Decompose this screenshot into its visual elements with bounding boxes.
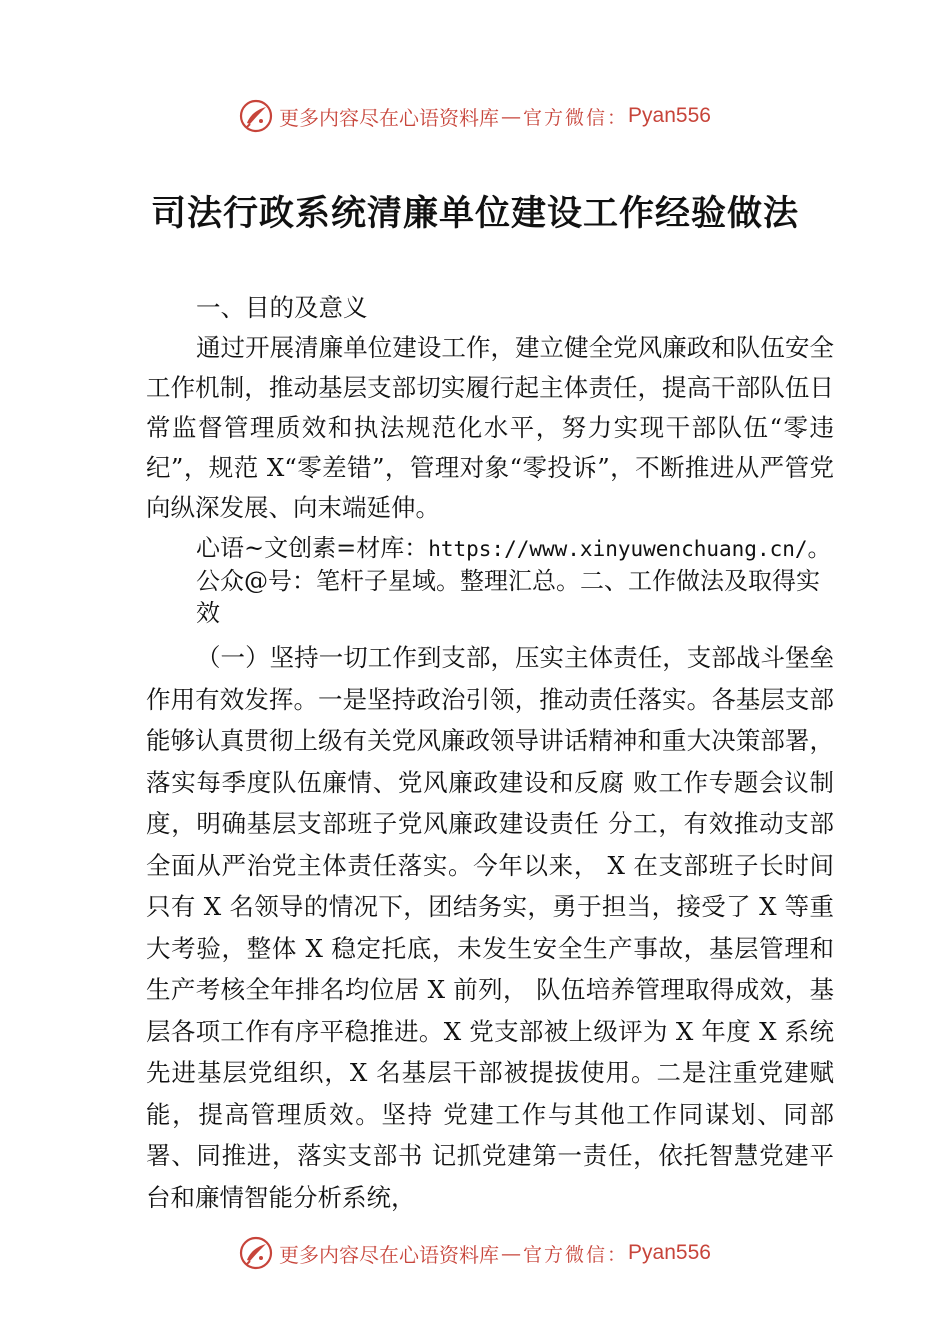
watermark-banner-top — [0, 96, 950, 136]
brush-logo-icon — [239, 1236, 273, 1270]
brush-logo-icon — [239, 99, 273, 133]
watermark-account-id: Pyan556 — [628, 1241, 711, 1264]
document-title: 司法行政系统清廉单位建设工作经验做法 — [150, 193, 799, 234]
watermark-main-text: 更多内容尽在心语资料库 — [279, 105, 500, 130]
section1-paragraph: 通过开展清廉单位建设工作，建立健全党风廉政和队伍安全工作机制，推动基层支部切实履行起主体责任，提高干部队伍日常监督管理质效和执法规范化水平，努力实现干部队伍“零违纪”，规范 X“零差错”，管理对象“零投诉”，不断推进从严管党向纵深发展、向末端延伸。 — [146, 333, 834, 522]
source-note — [146, 532, 834, 629]
watermark-main-text: 更多内容尽在心语资料库 — [279, 1242, 500, 1267]
section1-heading: 一、目的及意义 — [196, 293, 368, 322]
watermark-label: 官方微信： — [523, 106, 629, 129]
source-prefix: 心语~文创素=材库： — [196, 534, 429, 562]
watermark-banner-bottom — [0, 1233, 950, 1273]
watermark-separator: — — [501, 104, 522, 128]
watermark-label: 官方微信： — [523, 1243, 629, 1266]
section2-paragraph: （一）坚持一切工作到支部，压实主体责任，支部战斗堡垒作用有效发挥。一是坚持政治引领，推动责任落实。各基层支部能够认真贯彻上级有关党风廉政领导讲话精神和重大决策部署，落实每季度队伍廉情、党风廉政建设和反腐 败工作专题会议制度，明确基层支部班子党风廉政建设责任 分工，有效推动支部全面从严治党主体责任落实。今年以来， X 在支部班子长时间只有 X 名领导的情况下，团结务实，勇于担当，接受了 X 等重大考验，整体 X 稳定托底，未发生安全生产事故，基层管理和生产考核全年排名均位居 X 前列， 队伍培养管理取得成效，基层各项工作有序平稳推进。X 党支部被上级评为 X 年度 X 系统先进基层党组织，X 名基层干部被提拔使用。二是注重党建赋能，提高管理质效。坚持 党建工作与其他工作同谋划、同部署、同推进，落实支部书 记抓党建第一责任，依托智慧党建平台和廉情智能分析系统， — [146, 643, 834, 1212]
source-url: https://www.xinyuwenchuang.cn/ — [428, 537, 808, 561]
source-rest: 。公众@号：笔杆子星域。整理汇总。二、工作做法及取得实效 — [196, 534, 832, 627]
watermark-account-id: Pyan556 — [628, 104, 711, 127]
document-body — [146, 288, 834, 1218]
watermark-separator: — — [501, 1241, 522, 1265]
